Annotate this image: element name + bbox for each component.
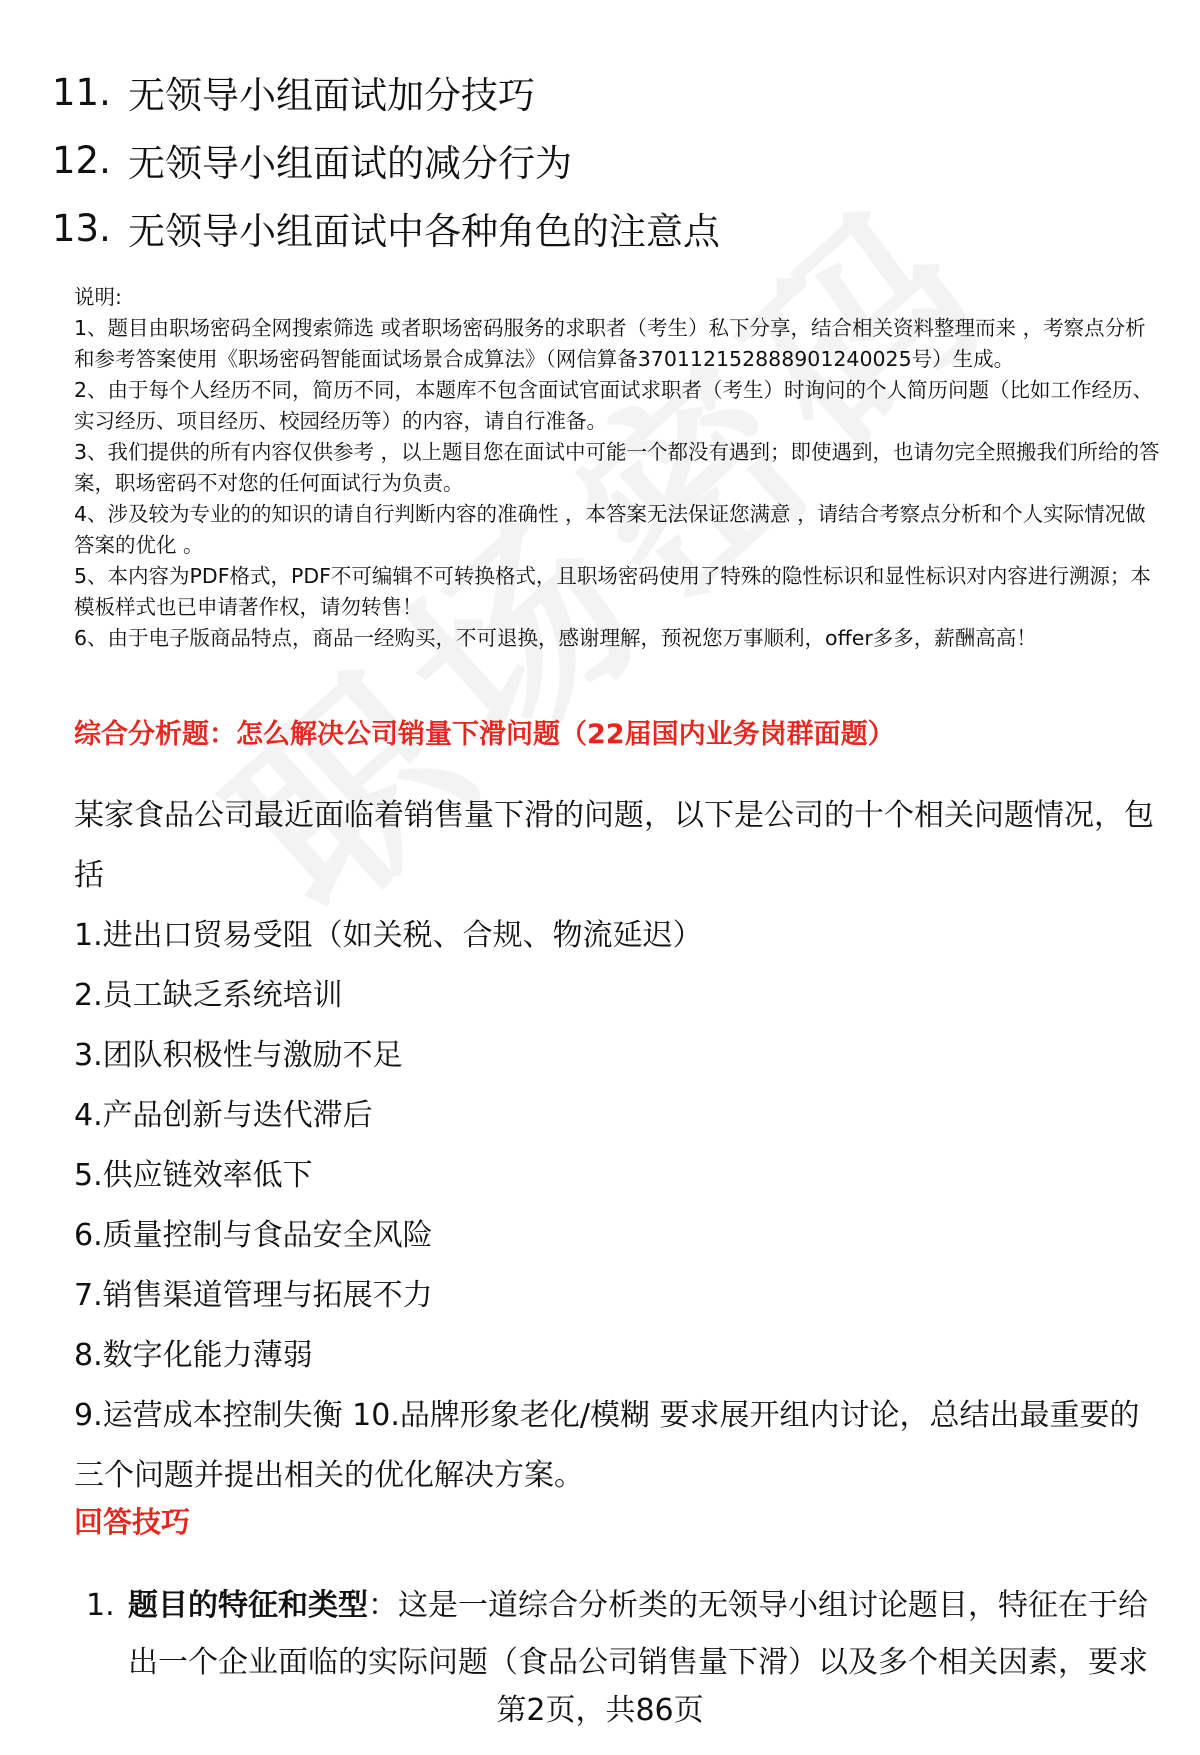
toc-item: [52, 194, 720, 262]
answer-body: ：这是一道综合分析类的无领导小组讨论题目，特征在于给出一个企业面临的实际问题（食品公司销售量下滑）以及多个相关因素，要求: [128, 1588, 1148, 1680]
section-title: 综合分析题：怎么解决公司销量下滑问题（22届国内业务岗群面题）: [74, 719, 895, 750]
answer-text: [128, 1577, 1166, 1691]
note-item: 2、由于每个人经历不同，简历不同，本题库不包含面试官面试求职者（考生）时询问的个人简历问题（比如工作经历、实习经历、项目经历、校园经历等）的内容，请自行准备。: [74, 378, 1154, 433]
question-intro: 某家食品公司最近面临着销售量下滑的问题，以下是公司的十个相关问题情况，包括: [74, 798, 1154, 893]
note-item: 5、本内容为PDF格式，PDF不可编辑不可转换格式，且职场密码使用了特殊的隐性标识和显性标识对内容进行溯源；本模板样式也已申请著作权，请勿转售！: [74, 564, 1151, 619]
notes-heading: 说明:: [74, 285, 122, 309]
disclaimer-notes: [74, 282, 1164, 654]
question-last: 9.运营成本控制失衡 10.品牌形象老化/模糊 要求展开组内讨论，总结出最重要的三个问题并提出相关的优化解决方案。: [74, 1398, 1140, 1493]
note-item: 1、题目由职场密码全网搜索筛选 或者职场密码服务的求职者（考生）私下分享，结合相关资料整理而来 ，考察点分析和参考答案使用《职场密码智能面试场景合成算法》（网信算备370112152888901240025号）生成。: [74, 316, 1146, 371]
answer-number: 1.: [86, 1588, 115, 1623]
tips-title: 回答技巧: [74, 1505, 191, 1539]
question-item: 3.团队积极性与激励不足: [74, 1038, 403, 1073]
toc-text: 无领导小组面试加分技巧: [128, 74, 535, 117]
toc-number: 12.: [52, 138, 111, 182]
question-item: 1.进出口贸易受阻（如关税、合规、物流延迟）: [74, 918, 703, 953]
note-item: 3、我们提供的所有内容仅供参考 ，以上题目您在面试中可能一个都没有遇到；即使遇到，也请勿完全照搬我们所给的答案，职场密码不对您的任何面试行为负责。: [74, 440, 1160, 495]
answer-item: [86, 1577, 1166, 1691]
note-item: 6、由于电子版商品特点，商品一经购买，不可退换，感谢理解，预祝您万事顺利，offer多多，薪酬高高！: [74, 626, 1037, 650]
toc-item: [52, 58, 720, 126]
note-item: 4、涉及较为专业的的知识的请自行判断内容的准确性 ，本答案无法保证您满意 ，请结合考察点分析和个人实际情况做答案的优化 。: [74, 502, 1146, 557]
question-body: [74, 786, 1169, 1506]
toc-list: [52, 58, 720, 262]
question-item: 5.供应链效率低下: [74, 1158, 313, 1193]
answer-bold-label: 题目的特征和类型: [128, 1588, 368, 1623]
toc-item: [52, 126, 720, 194]
toc-text: 无领导小组面试的减分行为: [128, 142, 572, 185]
question-item: 4.产品创新与迭代滞后: [74, 1098, 373, 1133]
toc-text: 无领导小组面试中各种角色的注意点: [128, 210, 720, 253]
question-item: 2.员工缺乏系统培训: [74, 978, 343, 1013]
toc-number: 11.: [52, 70, 111, 114]
question-item: 7.销售渠道管理与拓展不力: [74, 1278, 433, 1313]
question-item: 8.数字化能力薄弱: [74, 1338, 313, 1373]
question-item: 6.质量控制与食品安全风险: [74, 1218, 433, 1253]
toc-number: 13.: [52, 206, 111, 250]
page-footer: 第2页，共86页: [496, 1693, 704, 1728]
